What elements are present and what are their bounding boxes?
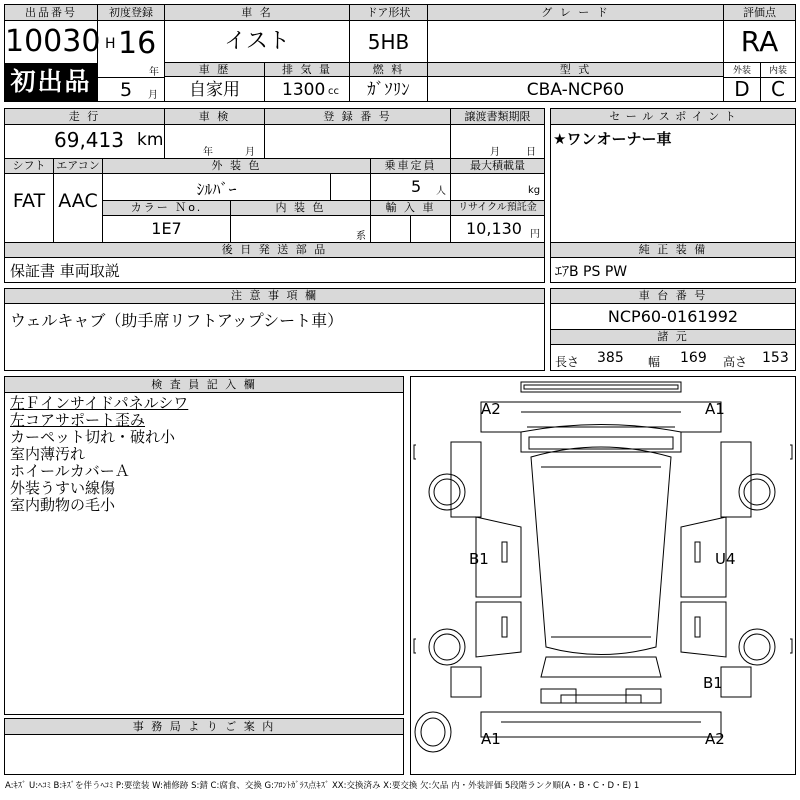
grade-label: グ レ ー ド [428,5,723,21]
lot-number: 10030 [5,24,101,59]
shift-label: シフト [5,159,53,174]
mark-rear-right: A2 [705,730,725,748]
door-type: 5HB [367,30,410,54]
height-label: 高さ [723,355,748,369]
office-label: 事 務 局 よ り ご 案 内 [5,719,403,735]
notes: ウェルキャブ（助手席リフトアップシート車） [10,311,344,330]
equipment-label: 純 正 装 備 [551,243,795,258]
recycle-label: リサイクル預託金 [451,201,544,216]
exterior-rating-label: 外装 [732,66,751,76]
car-name: イスト [224,29,290,54]
interior-color-label: 内 装 色 [231,201,370,216]
history-label: 車 歴 [165,63,264,77]
dimensions-label: 諸 元 [551,330,795,345]
registration-label: 初度登録 [98,5,164,21]
width-label: 幅 [648,355,661,369]
color-no: 1E7 [151,219,182,238]
inspector-line: 室内薄汚れ [10,445,86,463]
aircon: AAC [58,190,98,212]
capacity: 5 [411,177,422,196]
car-name-label: 車 名 [165,5,349,21]
model: CBA-NCP60 [526,80,625,100]
legend: A:ｷｽﾞ U:ﾍｺﾐ B:ｷｽﾞを伴うﾍｺﾐ P:要塗装 W:補修跡 S:錆 C:腐食、交換 G:ﾌﾛﾝﾄｶﾞﾗｽ点ｷｽﾞ XX:交換済み X:要交換 欠:欠品 内・外装評価 5段階ランク順(A・B・C・D・E) 1 [5,781,640,791]
mark-front-left: A2 [481,400,501,418]
color-no-label: カラー Ｎo. [103,201,230,216]
interior-rating-label: 内装 [768,66,787,76]
inspector-line: 左Ｆインサイドパネルシワ [10,394,189,412]
inspector-line: 外装うすい線傷 [10,479,116,497]
history: 自家用 [189,80,240,100]
width: 169 [680,350,707,366]
chassis-number: NCP60-0161992 [607,307,739,326]
deadline-month-unit: 月 [490,147,500,158]
exterior-rating: D [734,77,750,101]
max-load-label: 最大積載量 [451,159,544,174]
registration-year: 16 [118,26,157,61]
mark-right-rear: B1 [703,674,723,692]
mark-front-right: A1 [705,400,725,418]
interior-rating: C [771,77,785,101]
length-label: 長さ [555,355,580,369]
max-load-unit: kg [528,185,541,196]
notes-label: 注 意 事 項 欄 [5,289,544,304]
rating-score: RA [740,25,779,58]
later-parts-label: 後 日 発 送 部 品 [5,243,544,258]
displacement-label: 排 気 量 [265,63,349,77]
transfer-deadline-label: 譲渡書類期限 [451,109,544,125]
sales-point: ★ワンオーナー車 [553,130,672,148]
import-label: 輸 入 車 [371,201,450,216]
mark-rear-left: A1 [481,730,501,748]
aircon-label: エアコン [54,159,102,174]
recycle: 10,130 [466,219,522,238]
door-type-label: ドア形状 [350,5,427,21]
mark-left-side: B1 [469,550,489,568]
registration-year-unit: 年 [149,67,159,78]
displacement: 1300 [282,80,326,100]
inspector-line: 左コアサポート歪み [10,411,146,429]
fuel: ｶﾞｿﾘﾝ [367,80,410,100]
length: 385 [597,350,624,366]
mileage: 69,413 [54,128,124,152]
interior-color-unit: 系 [356,231,366,242]
fuel-label: 燃 料 [350,63,427,77]
model-label: 型 式 [428,63,723,77]
car-outline-svg [411,377,795,774]
inspector-line: カーペット切れ・破れ小 [10,428,176,446]
inspector-line: 室内動物の毛小 [10,496,116,514]
reg-number-label: 登 録 番 号 [265,109,450,125]
exterior-color: ｼﾙﾊﾞｰ [196,180,237,199]
shift: FAT [12,190,46,212]
exterior-color-label: 外 装 色 [103,159,370,174]
inspector-line: ホイールカバーＡ [10,462,130,480]
registration-era: H [105,36,116,52]
rating-label: 評価点 [724,5,795,21]
car-diagram [410,376,796,775]
deadline-day-unit: 日 [526,147,536,158]
inspection-label: 車 検 [165,109,264,125]
inspector-label: 検 査 員 記 入 欄 [5,377,403,393]
first-listing-badge: 初出品 [5,63,97,101]
capacity-unit: 人 [436,186,446,197]
recycle-unit: 円 [530,229,540,240]
sales-point-label: セ ー ル ス ポ イ ン ト [551,109,795,125]
height: 153 [762,350,789,366]
registration-month-unit: 月 [148,90,158,101]
mark-right-side: U4 [715,550,736,568]
mileage-label: 走 行 [5,109,164,125]
later-parts: 保証書 車両取説 [10,262,120,280]
registration-month: 5 [120,79,133,101]
chassis-label: 車 台 番 号 [551,289,795,304]
displacement-unit: cc [328,86,339,97]
capacity-label: 乗車定員 [371,159,450,174]
lot-number-label: 出品番号 [5,5,97,21]
inspection-month-unit: 月 [245,147,255,158]
equipment: ｴｱB PS PW [555,264,628,280]
mileage-unit: km [137,130,164,150]
inspection-year-unit: 年 [203,147,213,158]
